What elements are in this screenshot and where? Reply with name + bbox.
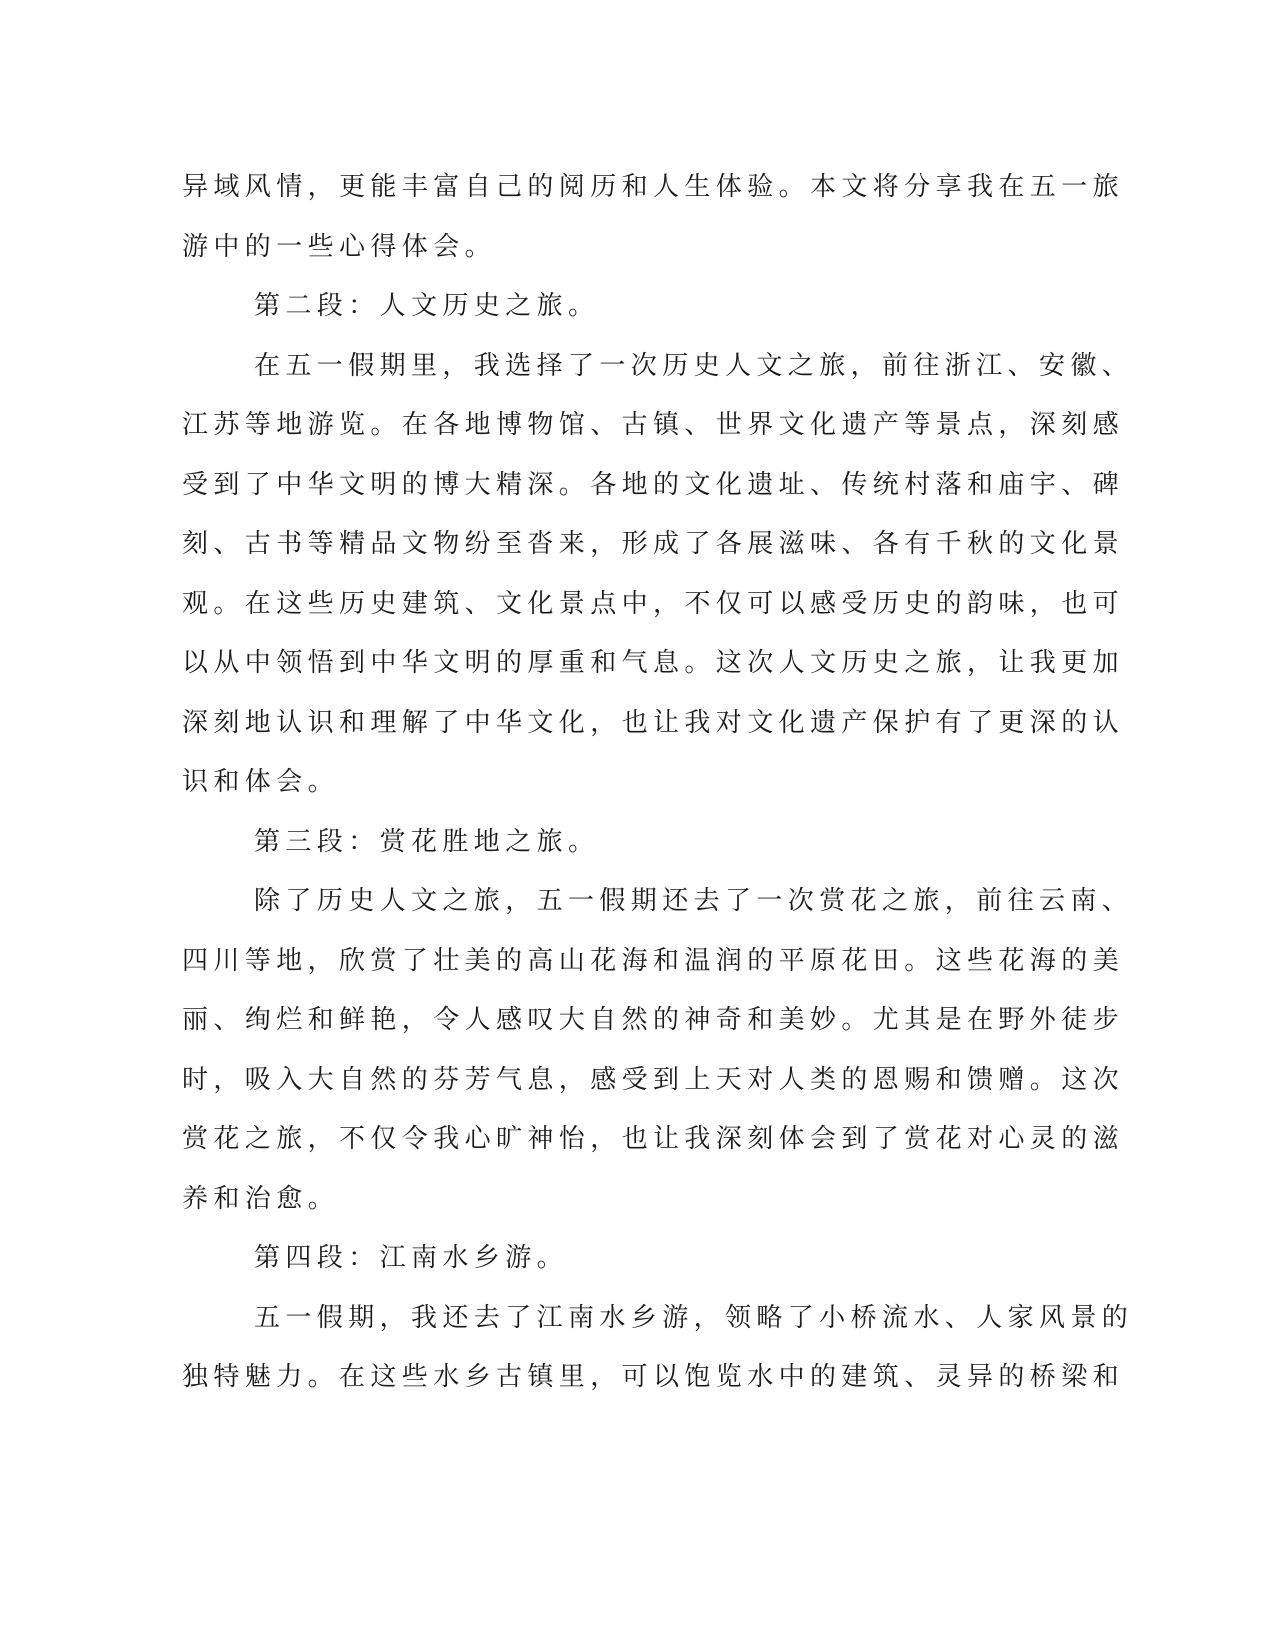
text-line: 游中的一些心得体会。 <box>182 231 497 262</box>
text-line: 时，吸入大自然的芬芳气息，感受到上天对人类的恩赐和馈赠。这次 <box>182 1064 1125 1095</box>
text-line: 以从中领悟到中华文明的厚重和气息。这次人文历史之旅，让我更加 <box>182 648 1125 678</box>
text-line: 识和体会。 <box>182 767 340 797</box>
text-line: 独特魅力。在这些水乡古镇里，可以饱览水中的建筑、灵异的桥梁和 <box>182 1362 1125 1392</box>
text-line: 丽、绚烂和鲜艳，令人感叹大自然的神奇和美妙。尤其是在野外徒步 <box>182 1005 1125 1035</box>
document-body <box>182 158 1134 1408</box>
paragraph-first-line: 在五一假期里，我选择了一次历史人文之旅，前往浙江、安徽、 <box>254 350 1134 381</box>
paragraph-first-line: 除了历史人文之旅，五一假期还去了一次赏花之旅，前往云南、 <box>254 886 1134 916</box>
text-line: 养和治愈。 <box>182 1183 340 1214</box>
text-line: 赏花之旅，不仅令我心旷神怡，也让我深刻体会到了赏花对心灵的滋 <box>182 1124 1125 1154</box>
text-line: 江苏等地游览。在各地博物馆、古镇、世界文化遗产等景点，深刻感 <box>182 410 1125 440</box>
text-line: 受到了中华文明的博大精深。各地的文化遗址、传统村落和庙宇、碑 <box>182 469 1125 500</box>
text-line: 深刻地认识和理解了中华文化，也让我对文化遗产保护有了更深的认 <box>182 707 1125 738</box>
section-heading: 第三段：赏花胜地之旅。 <box>254 826 600 857</box>
text-line: 刻、古书等精品文物纷至沓来，形成了各展滋味、各有千秋的文化景 <box>182 529 1125 559</box>
text-line: 四川等地，欣赏了壮美的高山花海和温润的平原花田。这些花海的美 <box>182 945 1125 976</box>
section-heading: 第二段：人文历史之旅。 <box>254 291 600 321</box>
text-line: 观。在这些历史建筑、文化景点中，不仅可以感受历史的韵味，也可 <box>182 588 1125 619</box>
paragraph-first-line: 五一假期，我还去了江南水乡游，领略了小桥流水、人家风景的 <box>254 1302 1134 1333</box>
section-heading: 第四段：江南水乡游。 <box>254 1243 569 1273</box>
text-line: 异域风情，更能丰富自己的阅历和人生体验。本文将分享我在五一旅 <box>182 172 1125 202</box>
